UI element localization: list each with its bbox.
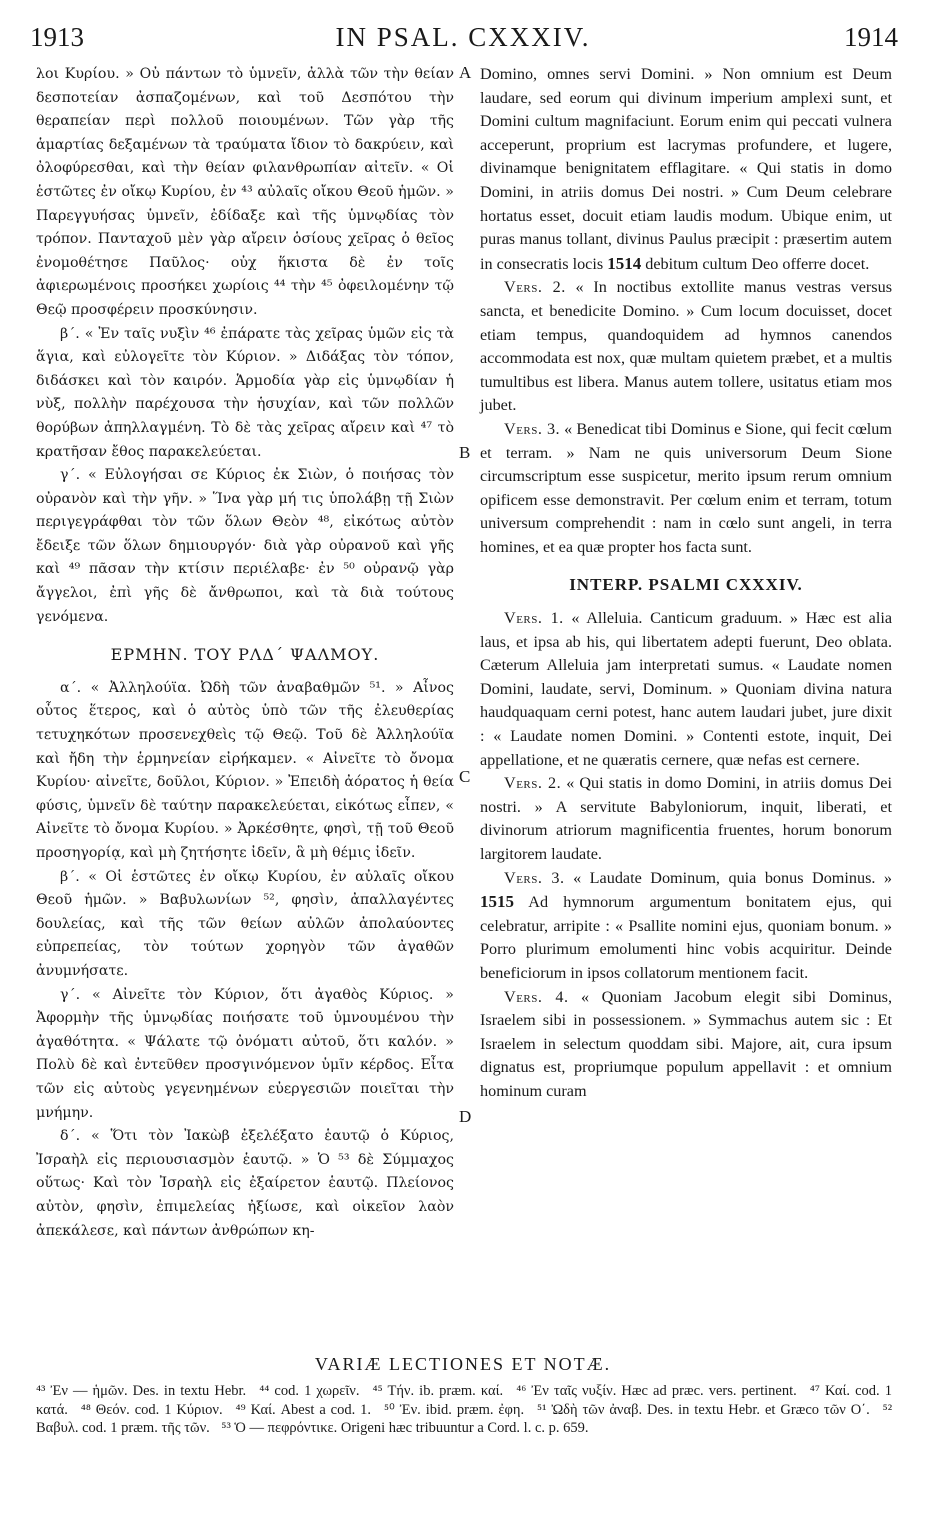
verse-label: Vers. 4. — [504, 987, 569, 1006]
latin-text: « Alleluia. Canticum graduum. » Hæc est alia laus, et ipsa ab his, qui libertatem adepti fuerunt, Deo oblata. Cæterum Alleluia jam interpretati sumus. « Laudate nomen Domini, laudate, servi, Dominum. » Quoniam divina natura haudquaquam cerni potest, hanc autem laudari jubet, jure dixit : « Laudate nomen Domini. » Contenti estote, inquit, Dei appellatione, et ne quæratis cernere, quæ nefas est cernere. — [480, 609, 892, 769]
margin-letter-c: C — [459, 767, 471, 786]
note-item: ⁴⁸ Θεόν. cod. 1 Κύριον. — [80, 1401, 223, 1418]
latin-text: « Benedicat tibi Dominus e Sione, qui fecit cœlum et terram. » Nam ne quis universorum Deum Sione circumscriptum esse suspicetur, merito ipsum rerum omnium opificem esse demonstravit. Per cœlum enim et terram, totum universum comprehendit : nam in cœlo sunt angeli, in terra homines, et ea quæ propter hos facta sunt. — [480, 419, 892, 556]
latin-column — [480, 63, 892, 1104]
latin-text: « In noctibus extollite manus vestras versus sancta, et benedicite Domino. » Cum locum docuisset, docet etiam tempus, quandoquidem ad hymnos canendos accommodata est nox, quæ multam quietem præbet, et a multis tumultibus est libera. Manus autem tollere, usitatus etiam mos jubet. — [480, 278, 892, 415]
latin-section-heading: INTERP. PSALMI CXXXIV. — [569, 575, 803, 595]
note-item: ⁵¹ Ὠδὴ τῶν ἀναβ. Des. in textu Hebr. et Græco τῶν Ο΄. — [537, 1401, 870, 1418]
latin-paragraph — [480, 607, 892, 772]
latin-text: « Qui statis in domo Domini, in atriis domus Dei nostri. » A servitute Babyloniorum, inquit, liberati, et divinorum atriorum magnificentia fruentes, horum bonorum largitorem laudate. — [480, 774, 892, 863]
latin-paragraph — [480, 63, 892, 276]
latin-paragraph — [480, 867, 892, 986]
margin-letter-a: A — [459, 63, 472, 82]
latin-paragraph — [480, 986, 892, 1104]
margin-letter-b: B — [459, 443, 471, 462]
note-item: ⁵³ Ὁ — πεφρόντικε. Origeni hæc tribuuntur a Cord. l. c. p. 659. — [221, 1420, 589, 1436]
latin-paragraph — [480, 276, 892, 418]
verse-label: Vers. 3. — [504, 419, 561, 438]
latin-text: « Quoniam Jacobum elegit sibi Dominus, Israelem sibi in possessionem. » Symmachus autem sic : Et Israelem in selectum quoddam sibi. Majore, ait, cura ipsum dignatus est, propriumque populum appellavit : et omnium hominum curam — [480, 987, 893, 1100]
verse-label: Vers. 2. — [504, 774, 562, 793]
running-title: IN PSAL. CXXXIV. — [335, 22, 591, 52]
latin-text: Domino, omnes servi Domini. » Non omnium est Deum laudare, sed eorum qui divinum imperium amplexi sunt, et Domini cultum magnifaciunt. Eorum enim qui peccati vulnera acceperunt, proprium est lacrymas profundere, et lugere, divinamque benignitatem efflagitare. « Qui statis in domo Domini, in atriis domus Dei nostri. » Cum Deum celebrare hortatus esset, docuit etiam laudis modum. Ubique enim, ut puras manus tollant, divinus Paulus præcipit : præsertim autem in consecratis locis — [480, 65, 892, 273]
greek-paragraph: γ΄. « Αἰνεῖτε τὸν Κύριον, ὅτι ἀγαθὸς Κύριος. » Ἀφορμὴν τῆς ὑμνῳδίας ποιήσατε τοῦ ὑμνουμένου τὴν ἀγαθότητα. « Ψάλατε τῷ ὀνόματι αὐτοῦ, ὅτι καλόν. » Πολὺ δὲ καὶ ἐντεῦθεν προσγινόμενον ὑμῖν κέρδος. Εἶτα τῶν εἰς αὐτοὺς γεγενημένων εὐεργεσιῶν ποιεῖται τὴν μνήμην. — [36, 986, 454, 1121]
latin-text: « Laudate Dominum, quia bonus Dominus. » — [573, 868, 893, 887]
greek-section-heading: ΕΡΜΗΝ. ΤΟΥ ΡΛΔ΄ ΨΑΛΜΟΥ. — [110, 645, 380, 665]
notes-title: VARIÆ LECTIONES ET NOTÆ. — [314, 1354, 612, 1374]
note-item: ⁵² Βαβυλ. cod. 1 præm. τῆς τῶν. — [36, 1401, 893, 1436]
margin-letter-d: D — [459, 1107, 472, 1126]
greek-column — [36, 63, 454, 1243]
greek-paragraph: δ΄. « Ὅτι τὸν Ἰακὼβ ἐξελέξατο ἑαυτῷ ὁ Κύριος, Ἰσραὴλ εἰς περιουσιασμὸν ἑαυτῷ. » Ὁ ⁵³ δὲ Σύμμαχος οὕτως· Καὶ τὸν Ἰσραὴλ εἰς ἐξαίρετον ἑαυτῷ. Πλείονος αὐτὸν, φησὶν, ἐπιμελείας ἠξίωσε, καὶ οἰκεῖον λαὸν ἀπεκάλεσε, καὶ πάντων ἀνθρώπων κη- — [36, 1128, 454, 1239]
verse-label: Vers. 2. — [504, 278, 566, 297]
note-item: ⁴⁶ Ἐν ταῖς νυξίν. Hæc ad præc. vers. pertinent. — [516, 1383, 797, 1399]
verse-label: Vers. 3. — [504, 868, 565, 887]
note-item: ⁴⁹ Καί. Abest a cod. 1. — [235, 1401, 372, 1418]
right-page-number: 1914 — [844, 22, 898, 52]
verse-label: Vers. 1. — [504, 609, 564, 628]
latin-text: debitum cultum Deo offerre docet. — [645, 254, 870, 273]
running-header — [22, 8, 904, 52]
greek-paragraph: β΄. « Ἐν ταῖς νυξὶν ⁴⁶ ἐπάρατε τὰς χεῖρας ὑμῶν εἰς τὰ ἅγια, καὶ εὐλογεῖτε τὸν Κύριον. » Διδάξας τὸν τόπον, διδάσκει καὶ τὸν καιρόν. Ἁρμοδία γὰρ εἰς ὑμνῳδίαν ἡ νὺξ, πολλὴν παρέχουσα τὴν ἡσυχίαν, καὶ τῶν πολλῶν θορύβων ἀπηλλαγμένη. Τὸ δὲ τὰς χεῖρας αἴρειν καὶ ⁴⁷ τὸ κρατῆσαν ἔθος παρακελεύεται. — [36, 325, 454, 460]
latin-paragraph — [480, 418, 892, 560]
note-item: ⁴⁵ Τήν. ib. præm. καί. — [372, 1383, 504, 1399]
greek-paragraph: β΄. « Οἱ ἑστῶτες ἐν οἴκῳ Κυρίου, ἐν αὐλαῖς οἴκου Θεοῦ ἡμῶν. » Βαβυλωνίων ⁵², φησὶν, ἀπαλλαγέντες δουλείας, καὶ τῆς τῶν θείων αὐλῶν ἀπολαύοντες εὐπρεπείας, τὸν τούτων χορηγὸν τῶν ἀγαθῶν ἀνυμνήσατε. — [36, 868, 454, 979]
latin-text: Ad hymnorum argumentum bonitatem ejus, qui celebratur, arripite : « Psallite nomini ejus, quoniam bonum. » Porro plurimum emolumenti hinc vobis acquiritur. Deinde beneficiorum in ipsos collatorum mentionem facit. — [480, 893, 893, 982]
left-page-number: 1913 — [30, 22, 84, 52]
greek-paragraph: λοι Κυρίου. » Οὐ πάντων τὸ ὑμνεῖν, ἀλλὰ τῶν τὴν θείαν δεσποτείαν ἀσπαζομένων, καὶ τοῦ Δεσπότου τὴν θεραπείαν περὶ πολλοῦ ποιουμένων. Τῶν γὰρ τῆς ἁμαρτίας δεξαμένων τὰ τραύματα ἴδιον τὸ δακρύειν, καὶ ὀλοφύρεσθαι, καὶ τὴν θείαν φιλανθρωπίαν αἰτεῖν. « Οἱ ἑστῶτες ἐν οἴκῳ Κυρίου, ἐν ⁴³ αὐλαῖς οἴκου Θεοῦ ἡμῶν. » Παρεγγυήσας ὑμνεῖν, ἐδίδαξε καὶ τῆς ὑμνῳδίας τὸν τρόπον. Πανταχοῦ μὲν γὰρ αἴρειν ὁσίους χεῖρας ὁ θεῖος ἐνομοθέτησε Παῦλος· οὐχ ἥκιστα δὲ ἐν τοῖς ἀφιερωμένοις προσήκει χωρίοις ⁴⁴ τὴν ⁴⁵ ὀφειλομένην τῷ Θεῷ προσφέρειν προσκύνησιν. — [36, 66, 454, 318]
notes-block — [36, 1382, 892, 1438]
note-item: ⁴³ Ἐν — ἡμῶν. Des. in textu Hebr. — [36, 1383, 247, 1399]
column-marker: 1515 — [480, 892, 514, 912]
note-item: ⁵⁰ Ἐν. ibid. præm. ἐφη. — [383, 1401, 525, 1418]
latin-paragraph — [480, 772, 892, 866]
greek-paragraph: γ΄. « Εὐλογήσαι σε Κύριος ἐκ Σιὼν, ὁ ποιήσας τὸν οὐρανὸν καὶ τὴν γῆν. » Ἵνα γὰρ μή τις ὑπολάβῃ τῇ Σιὼν περιγεγράφθαι τὸν τῶν ὅλων Θεὸν ⁴⁸, εἰκότως αὐτὸν ἔδειξε τῶν ὅλων δημιουργόν· διὰ γὰρ οὐρανοῦ καὶ γῆς καὶ ⁴⁹ πᾶσαν τὴν κτίσιν περιέλαβε· ἐν ⁵⁰ οὐρανῷ γὰρ ἄγγελοι, ἐπὶ γῆς δὲ ἄνθρωποι, καὶ τὰ διὰ τούτους γενόμενα. — [36, 467, 454, 625]
column-marker: 1514 — [607, 253, 642, 273]
note-item: ⁴⁴ cod. 1 χωρεῖν. — [259, 1383, 360, 1399]
greek-paragraph: α΄. « Ἀλληλούϊα. Ὠδὴ τῶν ἀναβαθμῶν ⁵¹. » Αἶνος οὗτος ἕτερος, καὶ ὁ αὐτὸς ὑπὸ τῶν τῆς ἐλευθερίας τετυχηκότων προσενεχθεὶς τῷ Θεῷ. Τοῦ δὲ Ἀλληλούϊα καὶ ἤδη τὴν ἑρμηνείαν εἰρήκαμεν. « Αἰνεῖτε τὸ ὄνομα Κυρίου· αἰνεῖτε, δοῦλοι, Κύριον. » Ἐπειδὴ ἀόρατος ἡ θεία φύσις, ὑμνεῖν δὲ ταύτην παρακελεύεται, εἰκότως εἶπεν, « Αἰνεῖτε τὸ ὄνομα Κυρίου. » Ἀρκέσθητε, φησὶ, τῇ τοῦ Θεοῦ προσηγορίᾳ, καὶ μὴ ζητήσητε ἰδεῖν, ἃ μὴ θέμις ἰδεῖν. — [36, 679, 454, 861]
note-item: ⁴⁷ Καί. cod. 1 κατά. — [36, 1383, 892, 1418]
